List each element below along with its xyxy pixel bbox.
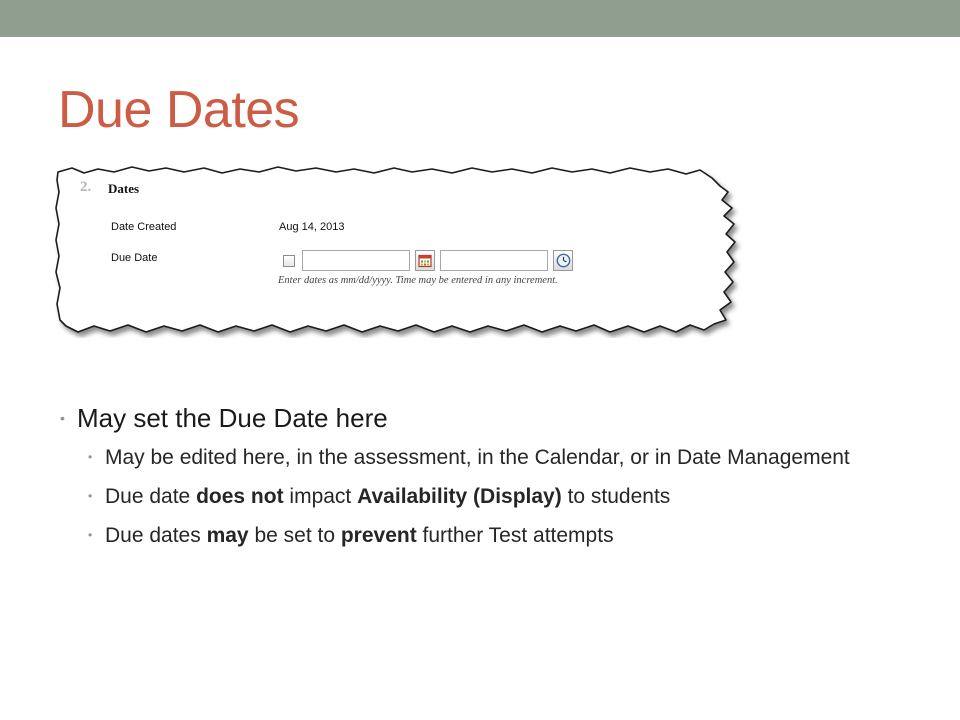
date-created-value: Aug 14, 2013 [279,221,345,233]
clock-button[interactable] [553,250,573,271]
top-bar [0,0,960,37]
bullet-sub-3: • Due dates may be set to prevent further Test attempts [60,522,910,549]
due-date-input[interactable] [302,250,410,271]
due-time-input[interactable] [440,250,548,271]
bullet-sub-2: • Due date does not impact Availability (Display) to students [60,483,910,510]
screenshot-panel [54,164,744,338]
calendar-icon [418,254,432,268]
date-format-hint: Enter dates as mm/dd/yyyy. Time may be entered in any increment. [278,275,558,286]
due-date-checkbox[interactable] [283,255,295,267]
bullet-sub-1: • May be edited here, in the assessment, in the Calendar, or in Date Management [60,444,910,471]
due-date-label: Due Date [111,252,158,264]
date-created-label: Date Created [111,221,177,233]
slide-title: Due Dates [58,81,300,139]
bullet-list [60,400,910,561]
section-heading: Dates [108,181,140,196]
calendar-button[interactable] [415,250,435,271]
step-number: 2. [80,179,92,195]
bullet-main: • May set the Due Date here [60,400,910,436]
clock-icon [556,253,571,268]
